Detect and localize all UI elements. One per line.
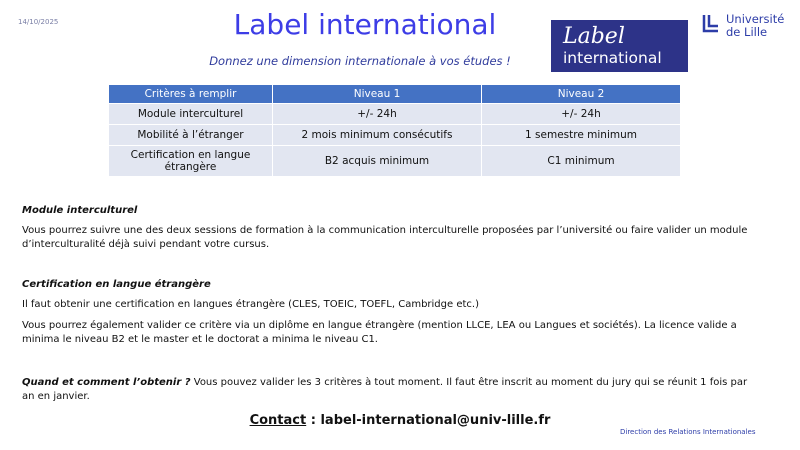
cert-section-text1: Il faut obtenir une certification en langues étrangère (CLES, TOEIC, TOEFL, Cambridge etc.) [22,299,479,310]
university-logo-icon [702,14,720,34]
page-title: Label international [233,8,497,41]
logo-line2: international [563,49,662,67]
contact-separator: : [306,413,321,428]
table-cell: Module interculturel [109,104,273,125]
header-level1: Niveau 1 [273,85,482,104]
date: 14/10/2025 [18,18,59,26]
footer-department: Direction des Relations Internationales [620,428,756,436]
header-criteria: Critères à remplir [109,85,273,104]
label-international-logo [551,20,688,72]
university-name-line1: Université [726,12,785,26]
table-cell: +/- 24h [273,104,482,125]
contact-label: Contact [249,413,307,428]
table-cell: Certification en langue étrangère [109,146,273,177]
cert-section-title: Certification en langue étrangère [22,279,211,290]
when-section-title: Quand et comment l’obtenir ? [22,377,191,388]
module-section-title: Module interculturel [22,205,138,216]
university-name-line2: de Lille [726,25,768,39]
table-cell: 1 semestre minimum [482,125,681,146]
module-section-text: Vous pourrez suivre une des deux sessions de formation à la communication interculturelle proposées par l’université ou faire valider un module d’interculturalité déjà suivi pendant votre cursus. [22,225,748,250]
cert-section-text2: Vous pourrez également valider ce critère via un diplôme en langue étrangère (mention LLCE, LEA ou Langues et sociétés). La licence valide a minima le niveau B2 et le master et le doctorat a minima le niveau C1. [22,320,737,345]
table-row [109,146,681,177]
table-row [109,125,681,146]
contact-email[interactable]: label-international@univ-lille.fr [320,413,551,428]
contact-line [200,413,600,428]
criteria-table [108,84,681,177]
when-section-text: Vous pouvez valider les 3 critères à tout moment. Il faut être inscrit au moment du jury qui se réunit 1 fois par an en janvier. [22,377,748,402]
page-subtitle: Donnez une dimension internationale à vos études ! [209,54,511,68]
table-cell: C1 minimum [482,146,681,177]
table-header-row [109,85,681,104]
table-cell: Mobilité à l’étranger [109,125,273,146]
table-cell: B2 acquis minimum [273,146,482,177]
when-section [22,376,762,403]
logo-line1: Label [563,24,625,49]
table-row [109,104,681,125]
header-level2: Niveau 2 [482,85,681,104]
table-cell: 2 mois minimum consécutifs [273,125,482,146]
table-cell: +/- 24h [482,104,681,125]
